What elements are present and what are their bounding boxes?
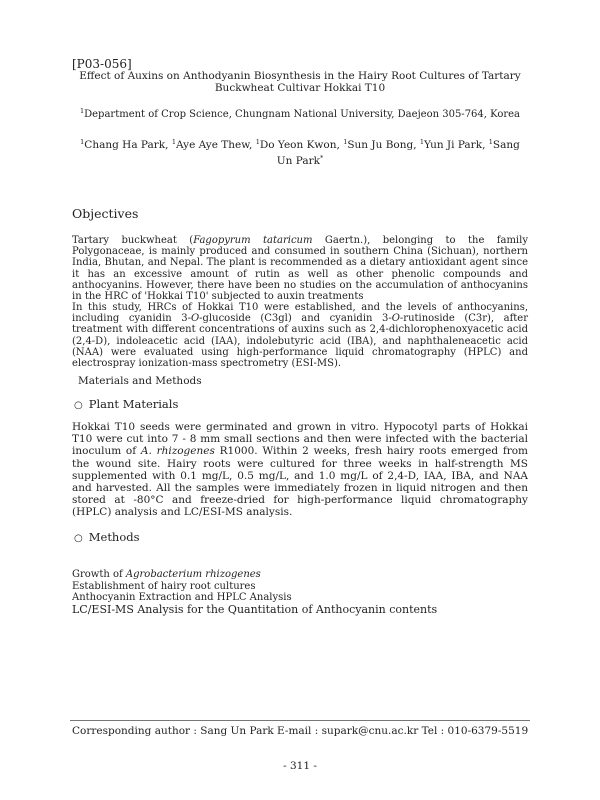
corresponding-author-footer: Corresponding author : Sang Un Park E-mail : supark@cnu.ac.kr Tel : 010-6379-5519 bbox=[72, 725, 529, 737]
italic-o: O bbox=[190, 313, 200, 325]
footer-divider bbox=[70, 720, 530, 721]
circle-bullet-icon: ○ bbox=[74, 400, 83, 411]
italic-o: O bbox=[391, 313, 400, 325]
author-mark: 1 bbox=[488, 138, 493, 146]
methods-list-item: Anthocyanin Extraction and HPLC Analysis bbox=[72, 592, 292, 603]
paper-title bbox=[40, 71, 560, 94]
text-run: Growth of bbox=[72, 569, 126, 580]
author-name: Chang Ha Park bbox=[84, 139, 166, 151]
text-run: -glucoside (C3gl) and cyanidin 3- bbox=[199, 313, 392, 325]
author-mark: 1 bbox=[255, 138, 260, 146]
heading-text: Plant Materials bbox=[88, 397, 179, 411]
text-run: -rutinoside (C3r), after treatment with different concentrations of auxins such as 2,4-dichlorophenoxyacetic acid (2,4-D), indoleacetic acid (IAA), indolebutyric acid (IBA), and naphthaleneacetic acid (NAA) were evaluated using high-performance liquid chromatography (HPLC) and electrospray ionization-mass spectrometry (ESI-MS). bbox=[72, 313, 528, 370]
text-run: In this study, HRCs of Hokkai T10 were established, and the levels of anthocyanins, including cyanidin 3- bbox=[72, 302, 528, 325]
methods-heading bbox=[74, 530, 140, 544]
author-name: Sun Ju Bong bbox=[347, 139, 414, 151]
methods-list-item: LC/ESI-MS Analysis for the Quantitation of Anthocyanin contents bbox=[72, 602, 438, 616]
affiliation bbox=[40, 109, 560, 120]
affiliation-text: Department of Crop Science, Chungnam National University, Daejeon 305-764, Korea bbox=[84, 109, 521, 120]
title-line-1: Effect of Auxins on Anthodyanin Biosynthesis in the Hairy Root Cultures of Tartary bbox=[79, 70, 521, 82]
materials-methods-heading: Materials and Methods bbox=[78, 375, 202, 387]
author-list: $^1$Chang Ha Park, $^1$Aye Aye Thew, $^1$Do Yeon Kwon, $^1$Sun Ju Bong, $^1$Yun Ji Park, $^1$Sang Un Park* bbox=[80, 138, 520, 167]
title-line-2: Buckwheat Cultivar Hokkai T10 bbox=[214, 81, 386, 94]
author-mark: 1 bbox=[80, 138, 85, 146]
text-run: R1000. Within 2 weeks, fresh hairy roots emerged from the wound site. Hairy roots were cultured for three weeks in half-strength MS supplemented with 0.1 mg/L, 0.5 mg/L, and 1.0 mg/L of 2,4-D, IAA, IBA, and NAA and harvested. All the samples were immediately frozen in liquid nitrogen and then stored at -80°C and freeze-dried for high-performance liquid chromatography (HPLC) analysis and LC/ESI-MS analysis. bbox=[72, 445, 529, 519]
page-number: - 311 - bbox=[283, 760, 317, 772]
species-name: Agrobacterium rhizogenes bbox=[125, 569, 261, 580]
author-mark: 1 bbox=[343, 138, 348, 146]
methods-list-item bbox=[72, 569, 437, 581]
objectives-paragraph-2 bbox=[72, 302, 528, 369]
plant-materials-paragraph bbox=[72, 421, 528, 519]
text-run: Gaertn.), belonging to the family Polygonaceae, is mainly produced and consumed in southern China (Sichuan), northern India, Bhutan, and Nepal. The plant is recommended as a dietary antioxidant agent since it has an excessive amount of rutin as well as other phenolic compounds and anthocyanins. However, there have been no studies on the accumulation of anthocyanins in the HRC of 'Hokkai T10' subjected to auxin treatments bbox=[72, 235, 528, 303]
affiliation-mark: 1 bbox=[79, 107, 85, 115]
objectives-heading: Objectives bbox=[72, 206, 139, 221]
author-name: Aye Aye Thew bbox=[176, 139, 250, 151]
text-run: Hokkai T10 seeds were germinated and grown in vitro. Hypocotyl parts of Hokkai T10 were cut into 7 - 8 mm small sections and then were infected with the bacterial inoculum of bbox=[72, 421, 528, 458]
text-run: Tartary buckwheat ( bbox=[72, 235, 194, 246]
author-name: Do Yeon Kwon bbox=[259, 139, 337, 151]
abstract-code: [P03-056] bbox=[72, 57, 132, 71]
heading-text: Methods bbox=[88, 530, 140, 544]
author-name: Yun Ji Park bbox=[424, 139, 483, 151]
species-name: A. rhizogenes bbox=[140, 445, 215, 458]
author-mark: 1 bbox=[171, 138, 176, 146]
circle-bullet-icon: ○ bbox=[74, 533, 83, 544]
plant-materials-heading bbox=[74, 397, 178, 411]
author-name: Sang Un Park bbox=[276, 139, 520, 167]
methods-list-item: Establishment of hairy root cultures bbox=[72, 580, 256, 592]
author-mark: 1 bbox=[419, 138, 425, 146]
species-name: Fagopyrum tataricum bbox=[193, 235, 313, 246]
objectives-paragraph-1 bbox=[72, 235, 528, 302]
methods-list bbox=[72, 569, 437, 615]
corresponding-star: * bbox=[319, 154, 324, 162]
